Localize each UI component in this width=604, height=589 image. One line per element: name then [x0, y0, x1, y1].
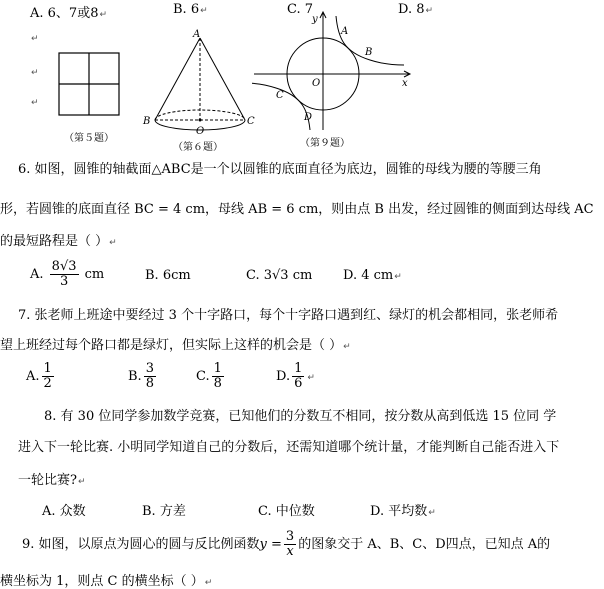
label-B: B: [143, 116, 151, 127]
q7-line-1: 7. 张老师上班途中要经过 3 个十字路口，每个十字路口遇到红、绿灯的机会都相同，张老师希: [18, 308, 559, 323]
figure-6-caption: （第６题）: [173, 142, 223, 153]
q9-line-2: 横坐标为 1，则点 C 的横坐标（ ）↵: [0, 574, 213, 589]
q8-line-2: 进入下一轮比赛. 小明同学知道自己的分数后，还需知道哪个统计量，才能判断自己能否进入下: [18, 440, 560, 455]
q8-option-a: A. 众数: [42, 504, 86, 519]
q6-line-2: 形，若圆锥的底面直径 BC = 4 cm，母线 AB = 6 cm，则由点 B 出发，经过圆锥的侧面到达母线 AC: [0, 202, 594, 217]
q7-option-d: D. $\frac{1}{6}$ ↵: [276, 361, 315, 391]
return-mark: ↵: [31, 34, 39, 44]
return-mark: ↵: [31, 98, 39, 108]
q8-option-b: B. 方差: [142, 504, 186, 519]
q9-line-1: 9. 如图，以原点为圆心的圆与反比例函数y = $\frac{3}{x}$ 的图象交于 A、B、C、D四点，已知点 A的: [22, 529, 551, 559]
return-mark: ↵: [31, 68, 39, 78]
q6-line-3: 的最短路程是（ ）↵: [0, 234, 117, 249]
q6-option-c: C. 3√3 cm: [246, 268, 313, 283]
label-C: C: [276, 90, 284, 101]
q6-line-1: 6. 如图，圆锥的轴截面△ABC是一个以圆锥的底面直径为底边，圆锥的母线为腰的等腰三角: [18, 162, 542, 177]
label-D: D: [304, 112, 313, 123]
prev-option-c: C. 7: [287, 2, 314, 17]
figure-5-grid: [58, 52, 122, 118]
label-O: O: [312, 78, 321, 89]
label-B: B: [365, 47, 373, 58]
label-x: x: [402, 78, 408, 89]
q8-option-d: D. 平均数↵: [370, 504, 436, 519]
q8-line-1: 8. 有 30 位同学参加数学竞赛，已知他们的分数互不相同，按分数从高到低选 15 位同 学: [44, 409, 557, 424]
q8-option-c: C. 中位数: [258, 504, 315, 519]
q8-line-3: 一轮比赛?↵: [18, 473, 86, 488]
q7-option-b: B. $\frac{3}{8}$: [128, 361, 154, 391]
q6-option-d: D. 4 cm↵: [343, 268, 402, 283]
label-C: C: [247, 116, 255, 127]
q7-line-2: 望上班经过每个路口都是绿灯，但实际上这样的机会是（ ）↵: [0, 338, 351, 353]
q6-option-b: B. 6cm: [145, 268, 191, 283]
label-A: A: [341, 26, 349, 37]
figure-9-caption: （第９题）: [300, 138, 350, 149]
q7-option-c: C. $\frac{1}{8}$: [196, 361, 222, 391]
prev-option-a: A. 6、7或8↵: [30, 6, 108, 21]
q7-option-a: A. $\frac{1}{2}$: [26, 361, 52, 391]
prev-option-d: D. 8↵: [398, 2, 434, 17]
prev-option-b: B. 6↵: [173, 2, 208, 17]
figure-9-circle-hyperbola: [252, 8, 414, 132]
q6-option-a: A. $\frac{8√3}{3}$ cm: [30, 259, 105, 289]
figure-5-caption: （第５题）: [64, 133, 114, 144]
figure-6-cone: [140, 22, 260, 140]
label-A: A: [193, 29, 201, 40]
label-y: y: [312, 14, 318, 25]
label-O: O: [196, 126, 205, 137]
